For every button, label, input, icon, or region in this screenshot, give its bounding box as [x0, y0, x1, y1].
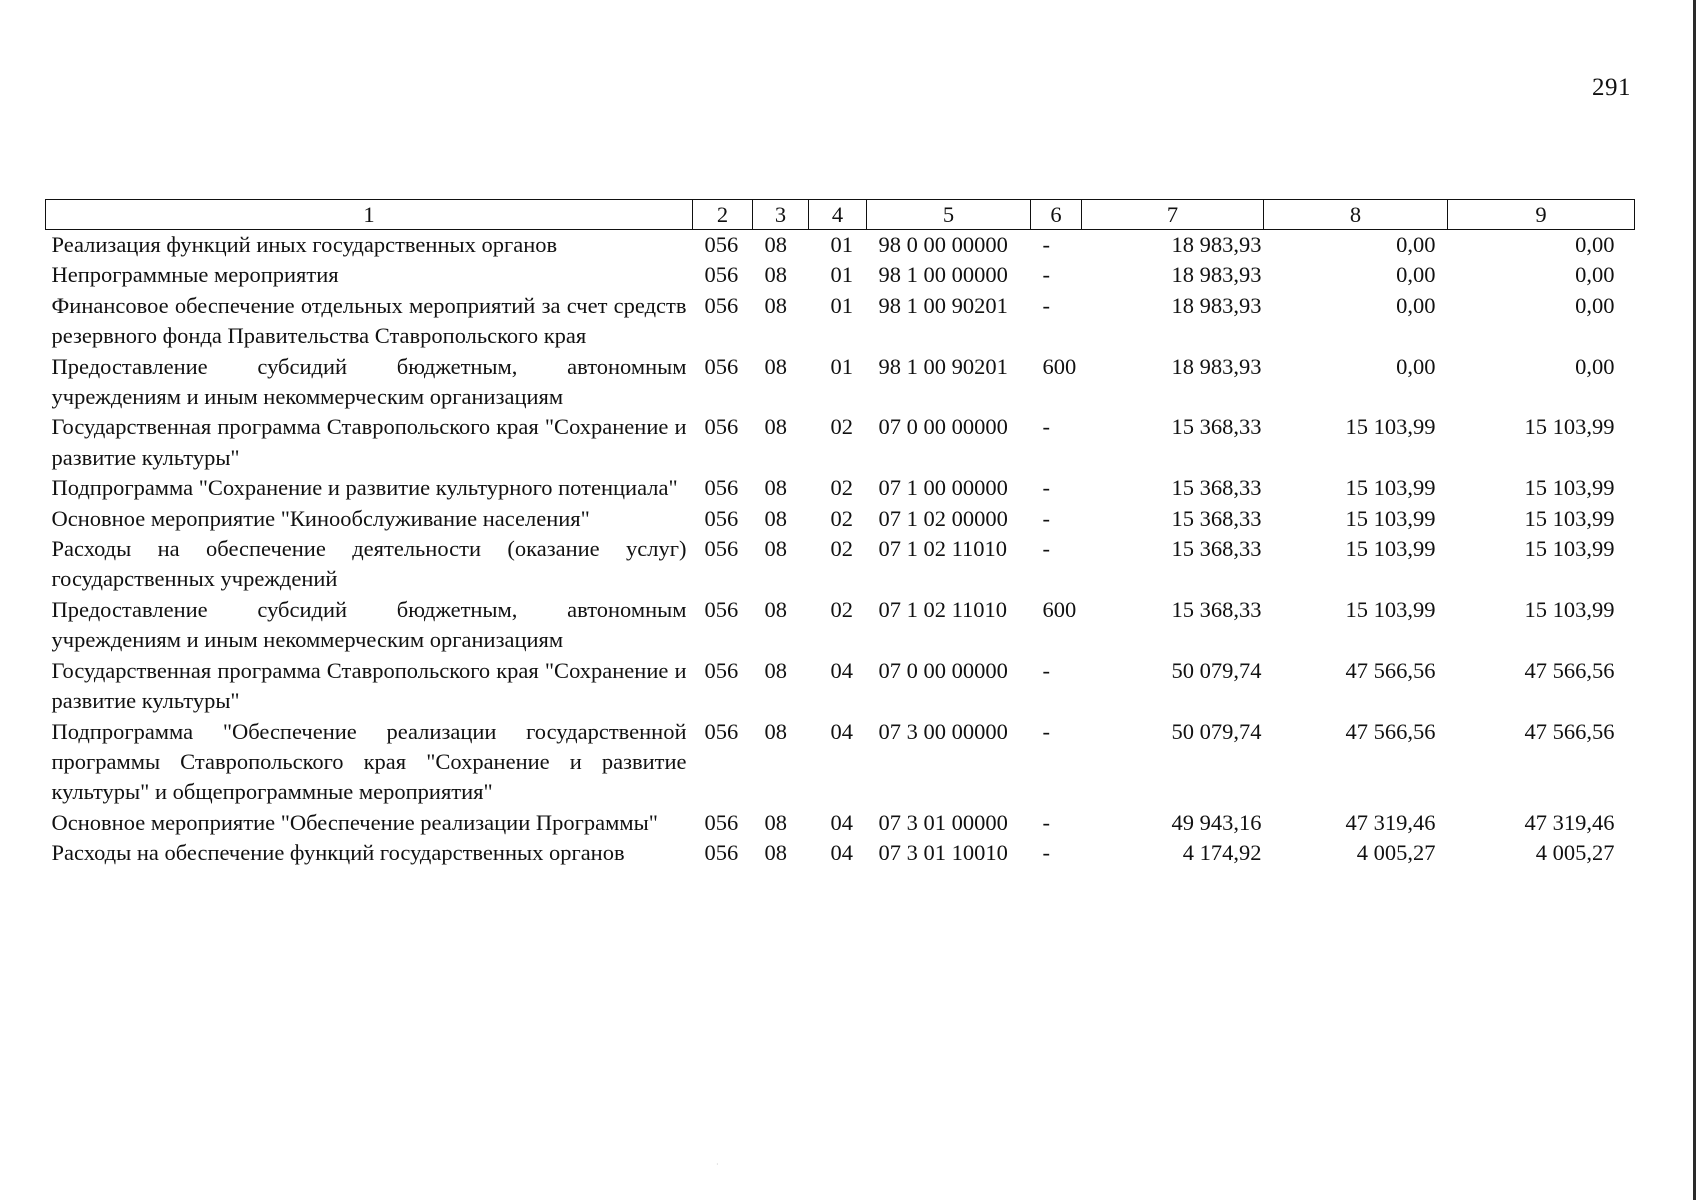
- row-amount-col7-cell: 15 368,33: [1171, 536, 1262, 562]
- row-amount-col9-cell: 15 103,99: [1524, 596, 1615, 622]
- row-name-cell: Подпрограмма "Сохранение и развитие культурного потенциала": [51, 475, 678, 501]
- row-target-article-cell: 07 3 00 00000: [878, 718, 1008, 744]
- row-expense-type-cell: 600: [1042, 596, 1077, 622]
- table-row: [46, 838, 1635, 868]
- row-ved-cell: 056: [704, 718, 739, 744]
- column-header-6: 6: [1031, 200, 1082, 230]
- row-amount-col8-cell: 4 005,27: [1356, 840, 1436, 866]
- column-header-8: 8: [1264, 200, 1448, 230]
- row-section-cell: 08: [764, 536, 787, 562]
- row-target-article-cell: 98 0 00 00000: [878, 232, 1008, 257]
- row-amount-col9-cell: 0,00: [1575, 232, 1615, 257]
- row-target-article-cell: 07 1 00 00000: [878, 475, 1008, 501]
- row-amount-col9-cell: 47 566,56: [1524, 657, 1615, 683]
- row-amount-col8-cell: 15 103,99: [1345, 596, 1436, 622]
- row-name-cell: Государственная программа Ставропольского края "Сохранение и развитие культуры": [51, 414, 687, 470]
- row-name-cell: Реализация функций иных государственных органов: [51, 232, 558, 257]
- row-amount-col9-cell: 4 005,27: [1535, 840, 1615, 866]
- row-section-cell: 08: [764, 414, 787, 440]
- table-body: [46, 230, 1635, 869]
- row-amount-col7-cell: 18 983,93: [1171, 353, 1262, 379]
- row-name-cell: Предоставление субсидий бюджетным, автономным учреждениям и иным некоммерческим организациям: [51, 353, 687, 410]
- row-expense-type-cell: -: [1042, 262, 1050, 288]
- row-name-cell: Непрограммные мероприятия: [51, 262, 339, 288]
- row-expense-type-cell: -: [1042, 292, 1050, 318]
- row-section-cell: 08: [764, 596, 787, 622]
- row-ved-cell: 056: [704, 505, 739, 531]
- row-expense-type-cell: -: [1042, 718, 1050, 744]
- row-subsection-cell: 02: [830, 536, 853, 562]
- column-header-4: 4: [809, 200, 867, 230]
- row-amount-col7-cell: 15 368,33: [1171, 475, 1262, 501]
- row-amount-col9-cell: 47 319,46: [1524, 809, 1615, 835]
- row-amount-col7-cell: 50 079,74: [1171, 657, 1262, 683]
- row-target-article-cell: 98 1 00 90201: [878, 353, 1008, 379]
- row-name-cell: Расходы на обеспечение функций государственных органов: [51, 840, 625, 866]
- row-target-article-cell: 07 1 02 11010: [878, 596, 1008, 622]
- row-amount-col8-cell: 0,00: [1396, 232, 1436, 257]
- header-row: [46, 200, 1635, 230]
- row-amount-col9-cell: 15 103,99: [1524, 475, 1615, 501]
- row-section-cell: 08: [764, 232, 787, 257]
- row-amount-col8-cell: 15 103,99: [1345, 505, 1436, 531]
- row-expense-type-cell: -: [1042, 536, 1050, 562]
- row-amount-col8-cell: 15 103,99: [1345, 414, 1436, 440]
- row-section-cell: 08: [764, 262, 787, 288]
- row-name-cell: Основное мероприятие "Обеспечение реализации Программы": [51, 809, 658, 835]
- row-amount-col9-cell: 15 103,99: [1524, 536, 1615, 562]
- row-name-cell: Расходы на обеспечение деятельности (оказание услуг) государственных учреждений: [51, 536, 687, 592]
- row-amount-col7-cell: 4 174,92: [1182, 840, 1262, 866]
- row-target-article-cell: 07 1 02 11010: [878, 536, 1008, 562]
- row-amount-col7-cell: 18 983,93: [1171, 292, 1262, 318]
- row-amount-col7-cell: 15 368,33: [1171, 414, 1262, 440]
- table-row: [46, 473, 1635, 503]
- row-amount-col8-cell: 47 566,56: [1345, 657, 1436, 683]
- row-target-article-cell: 98 1 00 00000: [878, 262, 1008, 288]
- row-subsection-cell: 02: [830, 475, 853, 501]
- row-amount-col9-cell: 47 566,56: [1524, 718, 1615, 744]
- row-amount-col7-cell: 15 368,33: [1171, 505, 1262, 531]
- row-subsection-cell: 01: [830, 353, 853, 379]
- column-header-9: 9: [1448, 200, 1635, 230]
- row-amount-col7-cell: 18 983,93: [1171, 262, 1262, 288]
- row-name-cell: Основное мероприятие "Кинообслуживание населения": [51, 505, 590, 531]
- row-expense-type-cell: -: [1042, 840, 1050, 866]
- row-section-cell: 08: [764, 718, 787, 744]
- table-row: [46, 808, 1635, 838]
- row-expense-type-cell: -: [1042, 414, 1050, 440]
- row-target-article-cell: 98 1 00 90201: [878, 292, 1008, 318]
- table-row: [46, 717, 1635, 808]
- table-row: [46, 656, 1635, 717]
- row-amount-col9-cell: 0,00: [1575, 292, 1615, 318]
- row-subsection-cell: 02: [830, 414, 853, 440]
- row-section-cell: 08: [764, 657, 787, 683]
- row-subsection-cell: 04: [830, 718, 853, 744]
- row-ved-cell: 056: [704, 262, 739, 288]
- row-amount-col7-cell: 18 983,93: [1171, 232, 1262, 257]
- row-name-cell: Предоставление субсидий бюджетным, автономным учреждениям и иным некоммерческим организациям: [51, 596, 687, 653]
- row-subsection-cell: 01: [830, 292, 853, 318]
- row-amount-col9-cell: 15 103,99: [1524, 505, 1615, 531]
- row-ved-cell: 056: [704, 475, 739, 501]
- row-target-article-cell: 07 1 02 00000: [878, 505, 1008, 531]
- budget-table: [45, 199, 1635, 869]
- row-expense-type-cell: 600: [1042, 353, 1077, 379]
- row-amount-col8-cell: 47 566,56: [1345, 718, 1436, 744]
- table-row: [46, 534, 1635, 595]
- row-amount-col9-cell: 0,00: [1575, 353, 1615, 379]
- row-name-cell: Финансовое обеспечение отдельных мероприятий за счет средств резервного фонда Правительства Ставропольского края: [51, 292, 687, 349]
- row-ved-cell: 056: [704, 232, 739, 257]
- row-amount-col9-cell: 15 103,99: [1524, 414, 1615, 440]
- row-ved-cell: 056: [704, 657, 739, 683]
- row-section-cell: 08: [764, 475, 787, 501]
- table-row: [46, 412, 1635, 473]
- row-target-article-cell: 07 3 01 00000: [878, 809, 1008, 835]
- row-amount-col9-cell: 0,00: [1575, 262, 1615, 288]
- row-name-cell: Подпрограмма "Обеспечение реализации государственной программы Ставропольского края "Сохранение и развитие культуры" и общепрограммные мероприятия": [51, 718, 687, 805]
- row-ved-cell: 056: [704, 596, 739, 622]
- row-section-cell: 08: [764, 505, 787, 531]
- table-row: [46, 260, 1635, 290]
- row-section-cell: 08: [764, 292, 787, 318]
- column-header-2: 2: [693, 200, 753, 230]
- row-target-article-cell: 07 0 00 00000: [878, 657, 1008, 683]
- scan-noise: ·: [716, 1160, 719, 1169]
- row-subsection-cell: 01: [830, 262, 853, 288]
- row-subsection-cell: 04: [830, 657, 853, 683]
- table-row: [46, 230, 1635, 261]
- row-ved-cell: 056: [704, 414, 739, 440]
- row-amount-col8-cell: 0,00: [1396, 292, 1436, 318]
- row-amount-col8-cell: 47 319,46: [1345, 809, 1436, 835]
- row-expense-type-cell: -: [1042, 505, 1050, 531]
- row-amount-col7-cell: 49 943,16: [1171, 809, 1262, 835]
- row-ved-cell: 056: [704, 809, 739, 835]
- table-row: [46, 291, 1635, 352]
- row-section-cell: 08: [764, 840, 787, 866]
- row-subsection-cell: 04: [830, 840, 853, 866]
- table-header: [46, 200, 1635, 230]
- row-subsection-cell: 02: [830, 596, 853, 622]
- row-expense-type-cell: -: [1042, 657, 1050, 683]
- row-expense-type-cell: -: [1042, 232, 1050, 257]
- column-header-7: 7: [1082, 200, 1264, 230]
- row-subsection-cell: 02: [830, 505, 853, 531]
- row-section-cell: 08: [764, 353, 787, 379]
- row-amount-col8-cell: 0,00: [1396, 262, 1436, 288]
- row-subsection-cell: 04: [830, 809, 853, 835]
- row-target-article-cell: 07 0 00 00000: [878, 414, 1008, 440]
- row-ved-cell: 056: [704, 536, 739, 562]
- row-name-cell: Государственная программа Ставропольского края "Сохранение и развитие культуры": [51, 657, 687, 714]
- column-header-1: 1: [46, 200, 693, 230]
- table-row: [46, 595, 1635, 656]
- row-ved-cell: 056: [704, 840, 739, 866]
- column-header-3: 3: [753, 200, 809, 230]
- row-expense-type-cell: -: [1042, 475, 1050, 501]
- table-row: [46, 352, 1635, 413]
- column-header-5: 5: [867, 200, 1031, 230]
- row-expense-type-cell: -: [1042, 809, 1050, 835]
- row-amount-col8-cell: 15 103,99: [1345, 475, 1436, 501]
- row-ved-cell: 056: [704, 292, 739, 318]
- row-amount-col8-cell: 0,00: [1396, 353, 1436, 379]
- table-row: [46, 504, 1635, 534]
- row-ved-cell: 056: [704, 353, 739, 379]
- row-amount-col7-cell: 15 368,33: [1171, 596, 1262, 622]
- row-amount-col8-cell: 15 103,99: [1345, 536, 1436, 562]
- page-number: 291: [1592, 74, 1631, 101]
- row-amount-col7-cell: 50 079,74: [1171, 718, 1262, 744]
- row-target-article-cell: 07 3 01 10010: [878, 840, 1008, 866]
- row-section-cell: 08: [764, 809, 787, 835]
- row-subsection-cell: 01: [830, 232, 853, 257]
